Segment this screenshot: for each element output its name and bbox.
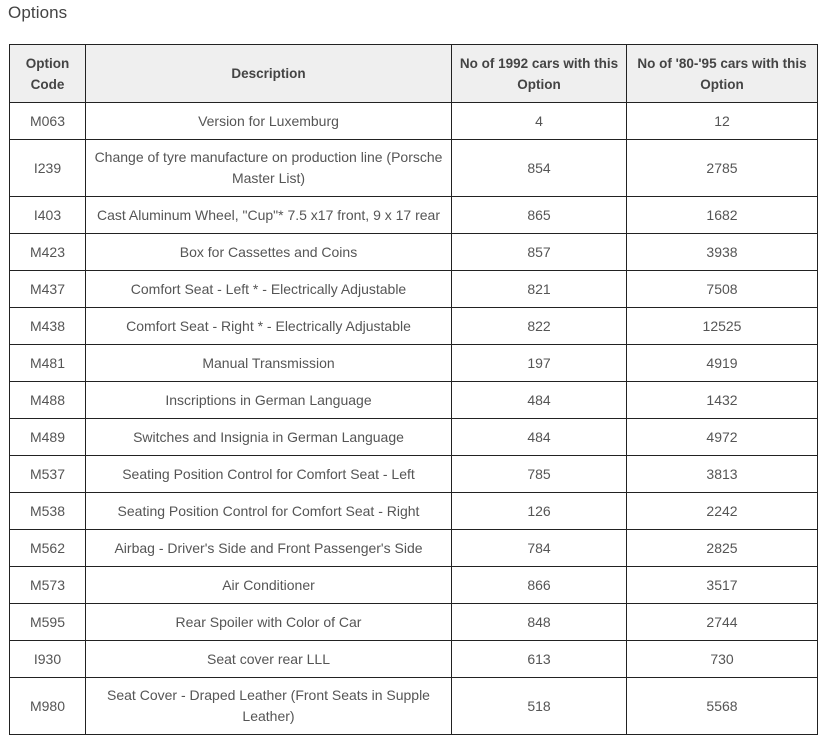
header-description: Description xyxy=(86,45,452,103)
header-row xyxy=(10,45,818,103)
table-row xyxy=(10,197,818,234)
description-cell: Inscriptions in German Language xyxy=(86,382,452,419)
count-1992-cell: 821 xyxy=(452,271,627,308)
count-80-95-cell: 12525 xyxy=(627,308,818,345)
count-1992-cell: 518 xyxy=(452,678,627,735)
option-code-cell: M538 xyxy=(10,493,86,530)
count-1992-cell: 126 xyxy=(452,493,627,530)
count-80-95-cell: 4972 xyxy=(627,419,818,456)
option-code-cell: I239 xyxy=(10,140,86,197)
count-80-95-cell: 3517 xyxy=(627,567,818,604)
option-code-cell: M980 xyxy=(10,678,86,735)
count-80-95-cell: 3938 xyxy=(627,234,818,271)
count-1992-cell: 784 xyxy=(452,530,627,567)
table-body xyxy=(10,103,818,735)
table-row xyxy=(10,271,818,308)
description-cell: Seat Cover - Draped Leather (Front Seats in Supple Leather) xyxy=(86,678,452,735)
option-code-cell: M438 xyxy=(10,308,86,345)
table-header xyxy=(10,45,818,103)
description-cell: Change of tyre manufacture on production line (Porsche Master List) xyxy=(86,140,452,197)
option-code-cell: M595 xyxy=(10,604,86,641)
description-cell: Box for Cassettes and Coins xyxy=(86,234,452,271)
description-cell: Manual Transmission xyxy=(86,345,452,382)
count-1992-cell: 484 xyxy=(452,382,627,419)
count-80-95-cell: 730 xyxy=(627,641,818,678)
description-cell: Cast Aluminum Wheel, "Cup"* 7.5 x17 front, 9 x 17 rear xyxy=(86,197,452,234)
description-cell: Switches and Insignia in German Language xyxy=(86,419,452,456)
option-code-cell: M063 xyxy=(10,103,86,140)
option-code-cell: M537 xyxy=(10,456,86,493)
count-1992-cell: 197 xyxy=(452,345,627,382)
count-1992-cell: 4 xyxy=(452,103,627,140)
description-cell: Seating Position Control for Comfort Seat - Left xyxy=(86,456,452,493)
description-cell: Version for Luxemburg xyxy=(86,103,452,140)
options-table xyxy=(9,44,818,735)
table-row xyxy=(10,493,818,530)
description-cell: Comfort Seat - Right * - Electrically Adjustable xyxy=(86,308,452,345)
count-1992-cell: 865 xyxy=(452,197,627,234)
option-code-cell: M481 xyxy=(10,345,86,382)
option-code-cell: M488 xyxy=(10,382,86,419)
count-1992-cell: 484 xyxy=(452,419,627,456)
description-cell: Comfort Seat - Left * - Electrically Adjustable xyxy=(86,271,452,308)
description-cell: Seating Position Control for Comfort Seat - Right xyxy=(86,493,452,530)
table-row xyxy=(10,103,818,140)
table-row xyxy=(10,234,818,271)
section-heading: Options xyxy=(8,3,68,22)
option-code-cell: M489 xyxy=(10,419,86,456)
table-row xyxy=(10,641,818,678)
header-count-1992: No of 1992 cars with this Option xyxy=(452,45,627,103)
table-row xyxy=(10,456,818,493)
count-80-95-cell: 2825 xyxy=(627,530,818,567)
count-1992-cell: 785 xyxy=(452,456,627,493)
count-80-95-cell: 12 xyxy=(627,103,818,140)
table-row xyxy=(10,419,818,456)
table-row xyxy=(10,604,818,641)
description-cell: Air Conditioner xyxy=(86,567,452,604)
option-code-cell: M437 xyxy=(10,271,86,308)
table-row xyxy=(10,678,818,735)
header-count-80-95: No of '80-'95 cars with this Option xyxy=(627,45,818,103)
table-row xyxy=(10,140,818,197)
count-80-95-cell: 4919 xyxy=(627,345,818,382)
count-1992-cell: 822 xyxy=(452,308,627,345)
table-row xyxy=(10,530,818,567)
table-row xyxy=(10,345,818,382)
count-80-95-cell: 5568 xyxy=(627,678,818,735)
description-cell: Airbag - Driver's Side and Front Passenger's Side xyxy=(86,530,452,567)
description-cell: Rear Spoiler with Color of Car xyxy=(86,604,452,641)
description-cell: Seat cover rear LLL xyxy=(86,641,452,678)
count-80-95-cell: 7508 xyxy=(627,271,818,308)
count-1992-cell: 613 xyxy=(452,641,627,678)
option-code-cell: M573 xyxy=(10,567,86,604)
table-row xyxy=(10,308,818,345)
header-option-code: Option Code xyxy=(10,45,86,103)
option-code-cell: M423 xyxy=(10,234,86,271)
count-1992-cell: 857 xyxy=(452,234,627,271)
count-80-95-cell: 2242 xyxy=(627,493,818,530)
count-1992-cell: 854 xyxy=(452,140,627,197)
count-80-95-cell: 3813 xyxy=(627,456,818,493)
count-1992-cell: 848 xyxy=(452,604,627,641)
count-1992-cell: 866 xyxy=(452,567,627,604)
count-80-95-cell: 2744 xyxy=(627,604,818,641)
count-80-95-cell: 1682 xyxy=(627,197,818,234)
option-code-cell: M562 xyxy=(10,530,86,567)
count-80-95-cell: 2785 xyxy=(627,140,818,197)
table-row xyxy=(10,382,818,419)
count-80-95-cell: 1432 xyxy=(627,382,818,419)
table-row xyxy=(10,567,818,604)
option-code-cell: I403 xyxy=(10,197,86,234)
option-code-cell: I930 xyxy=(10,641,86,678)
